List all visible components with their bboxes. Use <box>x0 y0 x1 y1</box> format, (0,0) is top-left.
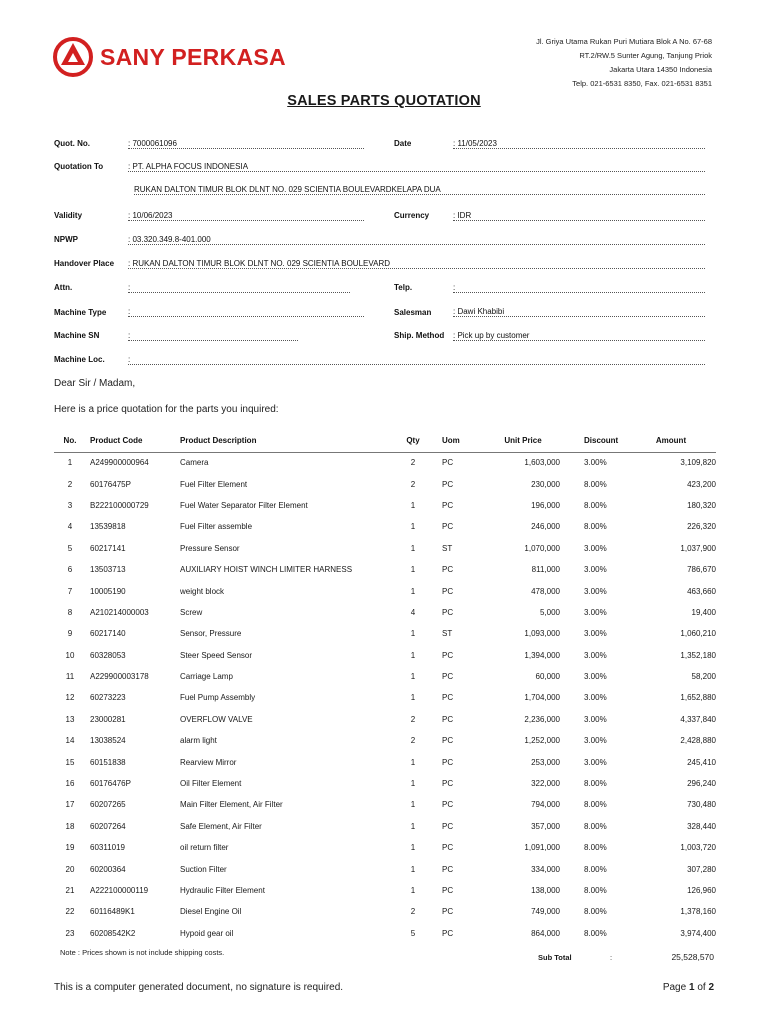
machine-type-label: Machine Type <box>54 308 107 317</box>
cell-qty: 1 <box>410 864 416 874</box>
cell-no: 23 <box>65 928 75 938</box>
cell-product-description: Suction Filter <box>180 864 227 874</box>
cell-unit-price: 2,236,000 <box>524 714 560 724</box>
table-body <box>54 452 716 944</box>
cell-no: 19 <box>65 843 75 853</box>
cell-no: 18 <box>65 821 75 831</box>
table-row <box>54 452 716 473</box>
validity-value: : 10/06/2023 <box>128 210 364 221</box>
cell-amount: 1,037,900 <box>680 543 716 553</box>
footer-disclaimer: This is a computer generated document, no signature is required. <box>54 982 344 993</box>
cell-qty: 1 <box>410 843 416 853</box>
cell-no: 10 <box>65 650 75 660</box>
table-row <box>54 923 716 944</box>
table-row <box>54 794 716 815</box>
cell-amount: 296,240 <box>687 779 716 789</box>
intro-text: Here is a price quotation for the parts you inquired: <box>54 404 279 415</box>
cell-amount: 1,003,720 <box>680 843 716 853</box>
cell-product-code: 60116489K1 <box>90 907 135 917</box>
cell-product-description: Carriage Lamp <box>180 672 233 682</box>
cell-uom: PC <box>442 714 454 724</box>
cell-no: 6 <box>67 565 73 575</box>
cell-product-description: Fuel Filter Element <box>180 479 248 489</box>
cell-no: 21 <box>65 886 75 895</box>
cell-uom: PC <box>442 586 454 596</box>
cell-product-description: Safe Element, Air Filter <box>180 821 262 831</box>
cell-product-code: 60217140 <box>90 629 126 639</box>
page-current: 1 <box>688 982 695 993</box>
cell-product-description: OVERFLOW VALVE <box>180 714 253 724</box>
cell-product-code: 13038524 <box>90 736 126 746</box>
cell-product-code: 60207264 <box>90 821 126 831</box>
cell-amount: 423,200 <box>687 479 716 489</box>
cell-discount: 3.00% <box>584 693 607 703</box>
subtotal-label: Sub Total <box>538 953 572 962</box>
cell-unit-price: 1,070,000 <box>524 543 560 553</box>
salesman-value: : Dawi Khabibi <box>453 306 705 317</box>
header-product-description: Product Description <box>176 430 386 452</box>
table-row <box>54 687 716 708</box>
cell-uom: PC <box>442 800 454 810</box>
cell-discount: 8.00% <box>584 800 607 810</box>
table-row <box>54 538 716 559</box>
cell-unit-price: 322,000 <box>531 779 560 789</box>
cell-product-code: 60176475P <box>90 479 131 489</box>
shipping-note: Note : Prices shown is not include shipping costs. <box>60 948 225 957</box>
cell-product-description: Camera <box>180 458 209 468</box>
cell-amount: 3,109,820 <box>680 458 716 468</box>
cell-qty: 2 <box>410 479 416 489</box>
cell-amount: 4,337,840 <box>680 714 716 724</box>
cell-uom: PC <box>442 779 454 789</box>
cell-discount: 3.00% <box>584 458 607 468</box>
company-logo <box>52 36 286 78</box>
cell-qty: 1 <box>410 757 416 767</box>
currency-value: : IDR <box>453 210 705 221</box>
cell-unit-price: 1,091,000 <box>524 843 560 853</box>
cell-amount: 126,960 <box>687 886 716 895</box>
cell-product-code: A222100000119 <box>90 886 149 895</box>
cell-discount: 3.00% <box>584 565 607 575</box>
cell-unit-price: 253,000 <box>531 757 560 767</box>
attn-label: Attn. <box>54 283 73 292</box>
cell-product-code: 60328053 <box>90 650 126 660</box>
table-row <box>54 623 716 644</box>
handover-place-label: Handover Place <box>54 259 115 268</box>
cell-uom: ST <box>442 543 453 553</box>
cell-qty: 1 <box>410 779 416 789</box>
cell-uom: PC <box>442 522 454 532</box>
cell-qty: 1 <box>410 672 416 682</box>
cell-uom: PC <box>442 607 454 617</box>
cell-product-description: Sensor, Pressure <box>180 629 242 639</box>
cell-amount: 463,660 <box>687 586 716 596</box>
cell-uom: PC <box>442 500 454 510</box>
table-row <box>54 580 716 601</box>
ship-method-label: Ship. Method <box>394 331 445 340</box>
cell-qty: 1 <box>410 886 416 895</box>
cell-amount: 2,428,880 <box>680 736 716 746</box>
header-qty: Qty <box>386 430 440 452</box>
items-table <box>54 430 716 944</box>
cell-qty: 5 <box>410 928 416 938</box>
subtotal-colon: : <box>610 953 613 962</box>
cell-no: 7 <box>67 586 73 596</box>
cell-product-code: A229900003178 <box>90 672 149 682</box>
npwp-label: NPWP <box>54 235 78 244</box>
machine-sn-value: : <box>128 330 298 341</box>
table-row <box>54 516 716 537</box>
subtotal-value: 25,528,570 <box>671 952 714 962</box>
cell-unit-price: 749,000 <box>531 907 560 917</box>
page-word: Page <box>662 982 687 993</box>
cell-no: 16 <box>65 779 75 789</box>
cell-uom: ST <box>442 629 453 639</box>
salesman-label: Salesman <box>394 308 432 317</box>
cell-amount: 58,200 <box>691 672 716 682</box>
currency-label: Currency <box>394 211 430 220</box>
ship-method-value: : Pick up by customer <box>453 330 705 341</box>
header-discount: Discount <box>562 430 626 452</box>
address-line: Jl. Griya Utama Rukan Puri Mutiara Blok A No. 67-68 <box>536 37 712 46</box>
cell-unit-price: 230,000 <box>531 479 560 489</box>
table-row <box>54 559 716 580</box>
cell-product-description: Rearview Mirror <box>180 757 237 767</box>
cell-unit-price: 196,000 <box>531 500 560 510</box>
cell-uom: PC <box>442 864 454 874</box>
cell-discount: 8.00% <box>584 522 607 532</box>
table-row <box>54 602 716 623</box>
greeting: Dear Sir / Madam, <box>54 378 136 389</box>
cell-unit-price: 60,000 <box>535 672 560 682</box>
quot-no-value: : 7000061096 <box>128 138 364 149</box>
cell-product-code: 60200364 <box>90 864 126 874</box>
cell-no: 3 <box>67 500 73 510</box>
cell-amount: 226,320 <box>687 522 716 532</box>
header-amount: Amount <box>626 430 716 452</box>
cell-no: 2 <box>67 479 73 489</box>
cell-qty: 2 <box>410 458 416 468</box>
cell-unit-price: 1,252,000 <box>524 736 560 746</box>
table-row <box>54 773 716 794</box>
table-row <box>54 473 716 494</box>
cell-amount: 1,060,210 <box>680 629 716 639</box>
cell-no: 5 <box>67 543 73 553</box>
cell-product-code: 60151838 <box>90 757 126 767</box>
validity-label: Validity <box>54 211 83 220</box>
cell-no: 9 <box>67 629 73 639</box>
cell-product-description: Screw <box>180 607 203 617</box>
cell-qty: 1 <box>410 650 416 660</box>
handover-place-value: : RUKAN DALTON TIMUR BLOK DLNT NO. 029 SCIENTIA BOULEVARD <box>128 258 705 269</box>
cell-qty: 2 <box>410 714 416 724</box>
address-line: Telp. 021-6531 8350, Fax. 021-6531 8351 <box>572 79 712 88</box>
cell-product-description: Diesel Engine Oil <box>180 907 242 917</box>
cell-product-code: A249900000964 <box>90 458 149 468</box>
cell-no: 20 <box>65 864 75 874</box>
cell-discount: 3.00% <box>584 736 607 746</box>
cell-qty: 1 <box>410 629 416 639</box>
cell-product-description: Fuel Pump Assembly <box>180 693 256 703</box>
cell-discount: 3.00% <box>584 714 607 724</box>
header-no: No. <box>54 430 86 452</box>
cell-discount: 8.00% <box>584 886 607 895</box>
cell-qty: 1 <box>410 821 416 831</box>
cell-product-code: 13503713 <box>90 565 126 575</box>
cell-unit-price: 1,704,000 <box>524 693 560 703</box>
header-uom: Uom <box>440 430 486 452</box>
attn-value: : <box>128 282 350 293</box>
cell-unit-price: 334,000 <box>531 864 560 874</box>
cell-discount: 8.00% <box>584 821 607 831</box>
cell-product-code: 60208542K2 <box>90 928 136 938</box>
cell-uom: PC <box>442 693 454 703</box>
cell-qty: 2 <box>410 907 416 917</box>
cell-product-description: AUXILIARY HOIST WINCH LIMITER HARNESS <box>180 565 353 575</box>
cell-no: 22 <box>65 907 75 917</box>
page-of: of <box>697 982 706 993</box>
cell-no: 8 <box>67 607 73 617</box>
telp-label: Telp. <box>394 283 413 292</box>
cell-uom: PC <box>442 886 454 895</box>
cell-product-description: Steer Speed Sensor <box>180 650 253 660</box>
cell-product-code: 60207265 <box>90 800 126 810</box>
quot-no-label: Quot. No. <box>54 139 90 148</box>
table-row <box>54 880 716 901</box>
header-unit-price: Unit Price <box>486 430 562 452</box>
company-address <box>536 35 712 91</box>
cell-discount: 8.00% <box>584 928 607 938</box>
cell-no: 4 <box>67 522 73 532</box>
cell-uom: PC <box>442 736 454 746</box>
cell-discount: 3.00% <box>584 757 607 767</box>
cell-qty: 1 <box>410 586 416 596</box>
cell-product-description: Hypoid gear oil <box>180 928 234 938</box>
header-product-code: Product Code <box>86 430 176 452</box>
cell-product-code: 13539818 <box>90 522 126 532</box>
quotation-to-value: : PT. ALPHA FOCUS INDONESIA <box>128 161 705 172</box>
cell-no: 15 <box>65 757 75 767</box>
cell-product-code: 60311019 <box>90 843 125 853</box>
cell-discount: 8.00% <box>584 843 607 853</box>
cell-uom: PC <box>442 907 454 917</box>
machine-loc-value: : <box>128 354 705 365</box>
cell-discount: 3.00% <box>584 629 607 639</box>
cell-unit-price: 794,000 <box>531 800 560 810</box>
cell-unit-price: 138,000 <box>531 886 560 895</box>
cell-product-code: 60217141 <box>90 543 126 553</box>
cell-uom: PC <box>442 757 454 767</box>
machine-sn-label: Machine SN <box>54 331 100 340</box>
telp-value: : <box>453 282 705 293</box>
cell-amount: 245,410 <box>687 757 716 767</box>
cell-amount: 730,480 <box>687 800 716 810</box>
cell-product-code: 10005190 <box>90 586 126 596</box>
quotation-to-address: RUKAN DALTON TIMUR BLOK DLNT NO. 029 SCIENTIA BOULEVARDKELAPA DUA <box>134 184 705 195</box>
cell-amount: 328,440 <box>687 821 716 831</box>
table-row <box>54 495 716 516</box>
cell-unit-price: 1,093,000 <box>524 629 560 639</box>
cell-uom: PC <box>442 458 454 468</box>
cell-product-code: A210214000003 <box>90 607 149 617</box>
machine-type-value: : <box>128 306 364 317</box>
table-row <box>54 901 716 922</box>
cell-uom: PC <box>442 843 454 853</box>
table-row <box>54 858 716 879</box>
cell-qty: 4 <box>410 607 416 617</box>
table-row <box>54 837 716 858</box>
cell-qty: 1 <box>410 543 416 553</box>
table-row <box>54 666 716 687</box>
cell-discount: 8.00% <box>584 779 607 789</box>
cell-amount: 180,320 <box>687 500 716 510</box>
table-row <box>54 730 716 751</box>
cell-unit-price: 1,394,000 <box>524 650 560 660</box>
cell-amount: 3,974,400 <box>680 928 716 938</box>
cell-product-code: 60273223 <box>90 693 126 703</box>
cell-amount: 19,400 <box>691 607 716 617</box>
cell-qty: 1 <box>410 565 416 575</box>
cell-discount: 3.00% <box>584 543 607 553</box>
cell-unit-price: 5,000 <box>539 607 560 617</box>
document-title: SALES PARTS QUOTATION <box>287 93 481 109</box>
page-total: 2 <box>708 982 714 993</box>
cell-no: 1 <box>67 458 73 468</box>
cell-product-description: alarm light <box>180 736 217 746</box>
table-row <box>54 645 716 666</box>
cell-qty: 1 <box>410 500 416 510</box>
cell-uom: PC <box>442 928 454 938</box>
company-name: SANY PERKASA <box>100 43 286 70</box>
cell-product-code: 23000281 <box>90 714 126 724</box>
table-row <box>54 751 716 772</box>
cell-discount: 8.00% <box>584 500 607 510</box>
cell-product-description: Fuel Water Separator Filter Element <box>180 500 308 510</box>
quotation-to-label: Quotation To <box>54 162 104 171</box>
cell-product-code: B222100000729 <box>90 500 149 510</box>
cell-product-description: Oil Filter Element <box>180 779 242 789</box>
cell-amount: 1,378,160 <box>680 907 716 917</box>
cell-qty: 2 <box>410 736 416 746</box>
cell-qty: 1 <box>410 693 416 703</box>
cell-qty: 1 <box>410 800 416 810</box>
cell-no: 17 <box>65 800 75 810</box>
cell-no: 13 <box>65 714 75 724</box>
cell-product-description: oil return filter <box>180 843 229 853</box>
cell-discount: 8.00% <box>584 864 607 874</box>
cell-discount: 3.00% <box>584 672 607 682</box>
cell-uom: PC <box>442 650 454 660</box>
cell-product-description: weight block <box>180 586 225 596</box>
npwp-value: : 03.320.349.8-401.000 <box>128 234 705 245</box>
cell-uom: PC <box>442 821 454 831</box>
cell-unit-price: 246,000 <box>531 522 560 532</box>
cell-discount: 3.00% <box>584 607 607 617</box>
cell-amount: 1,652,880 <box>680 693 716 703</box>
page-indicator <box>663 982 714 993</box>
cell-uom: PC <box>442 672 454 682</box>
cell-no: 11 <box>65 672 75 682</box>
cell-no: 14 <box>65 736 75 746</box>
date-label: Date <box>394 139 412 148</box>
cell-no: 12 <box>65 693 75 703</box>
cell-product-description: Pressure Sensor <box>180 543 240 553</box>
cell-product-code: 60176476P <box>90 779 131 789</box>
address-line: RT.2/RW.5 Sunter Agung, Tanjung Priok <box>579 51 712 60</box>
cell-amount: 1,352,180 <box>680 650 716 660</box>
cell-product-description: Hydraulic Filter Element <box>180 886 265 895</box>
cell-unit-price: 357,000 <box>531 821 560 831</box>
address-line: Jakarta Utara 14350 Indonesia <box>609 65 712 74</box>
cell-discount: 8.00% <box>584 479 607 489</box>
cell-amount: 786,670 <box>687 565 716 575</box>
cell-uom: PC <box>442 479 454 489</box>
cell-uom: PC <box>442 565 454 575</box>
cell-unit-price: 864,000 <box>531 928 560 938</box>
cell-discount: 8.00% <box>584 907 607 917</box>
date-value: : 11/05/2023 <box>453 138 705 149</box>
cell-qty: 1 <box>410 522 416 532</box>
cell-unit-price: 811,000 <box>531 565 560 575</box>
cell-product-description: Main Filter Element, Air Filter <box>180 800 283 810</box>
cell-discount: 3.00% <box>584 586 607 596</box>
cell-unit-price: 478,000 <box>531 586 560 596</box>
cell-amount: 307,280 <box>687 864 716 874</box>
table-header-row <box>54 430 716 452</box>
sany-logo-icon <box>52 36 94 78</box>
cell-product-description: Fuel Filter assemble <box>180 522 253 532</box>
cell-discount: 3.00% <box>584 650 607 660</box>
table-row <box>54 709 716 730</box>
table-row <box>54 816 716 837</box>
cell-unit-price: 1,603,000 <box>524 458 560 468</box>
machine-loc-label: Machine Loc. <box>54 355 105 364</box>
